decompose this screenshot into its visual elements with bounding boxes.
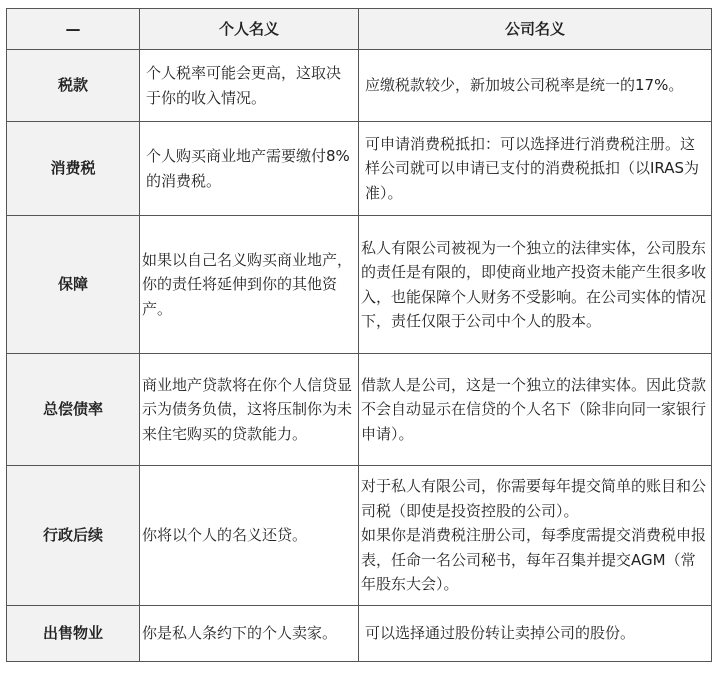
row-label-sale: 出售物业 <box>7 606 140 662</box>
cell-personal: 个人购买商业地产需要缴付8%的消费税。 <box>140 122 359 216</box>
cell-company <box>359 466 712 606</box>
company-admin-part2: 如果你是消费税注册公司，每季度需提交消费税申报表，任命一名公司秘书，每年召集并提交AGM（常年股东大会）。 <box>361 526 707 594</box>
row-label-tax: 税款 <box>7 50 140 122</box>
cell-company: 可以选择通过股份转让卖掉公司的股份。 <box>359 606 712 662</box>
row-label-protection: 保障 <box>7 216 140 354</box>
table-row <box>7 50 712 122</box>
cell-personal: 个人税率可能会更高，这取决于你的收入情况。 <box>140 50 359 122</box>
cell-company: 应缴税款较少，新加坡公司税率是统一的17%。 <box>359 50 712 122</box>
cell-personal: 如果以自己名义购买商业地产，你的责任将延伸到你的其他资产。 <box>140 216 359 354</box>
header-personal: 个人名义 <box>140 9 359 50</box>
cell-personal: 你是私人条约下的个人卖家。 <box>140 606 359 662</box>
table-row <box>7 466 712 606</box>
table-row <box>7 122 712 216</box>
header-dash: — <box>7 9 140 50</box>
cell-company: 私人有限公司被视为一个独立的法律实体，公司股东的责任是有限的，即使商业地产投资未能产生很多收入，也能保障个人财务不受影响。在公司实体的情况下，责任仅限于公司中个人的股本。 <box>359 216 712 354</box>
cell-company: 借款人是公司，这是一个独立的法律实体。因此贷款不会自动显示在信贷的个人名下（除非向同一家银行申请）。 <box>359 354 712 466</box>
row-label-gst: 消费税 <box>7 122 140 216</box>
table-row <box>7 216 712 354</box>
cell-company: 可申请消费税抵扣：可以选择进行消费税注册。这样公司就可以申请已支付的消费税抵扣（以IRAS为准）。 <box>359 122 712 216</box>
comparison-table <box>6 8 712 662</box>
cell-personal: 商业地产贷款将在你个人信贷显示为债务负债，这将压制你为未来住宅购买的贷款能力。 <box>140 354 359 466</box>
comparison-table-wrapper <box>6 8 712 662</box>
row-label-admin: 行政后续 <box>7 466 140 606</box>
table-row <box>7 354 712 466</box>
company-admin-part1: 对于私人有限公司，你需要每年提交简单的账目和公司税（即使是投资控股的公司）。 <box>361 477 707 520</box>
cell-personal: 你将以个人的名义还贷。 <box>140 466 359 606</box>
table-row <box>7 606 712 662</box>
header-company: 公司名义 <box>359 9 712 50</box>
row-label-tdsr: 总偿债率 <box>7 354 140 466</box>
header-row <box>7 9 712 50</box>
